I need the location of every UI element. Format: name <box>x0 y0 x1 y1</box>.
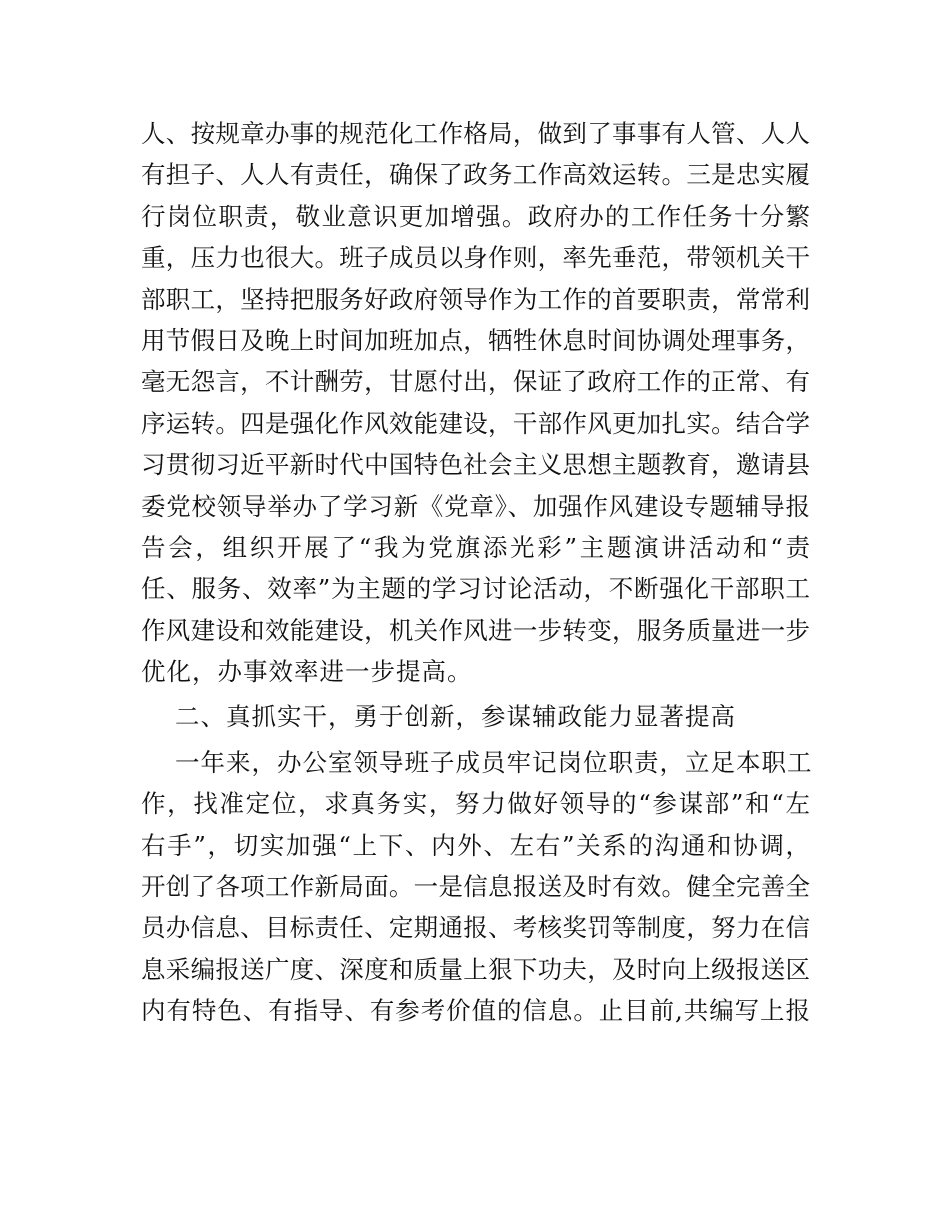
paragraph-line: 告会，组织开展了“我为党旗添光彩”主题演讲活动和“责 <box>141 532 810 562</box>
paragraph-line: 重，压力也很大。班子成员以身作则，率先垂范，带领机关干 <box>141 243 810 273</box>
paragraph-line: 作风建设和效能建设，机关作风进一步转变，服务质量进一步 <box>141 615 810 645</box>
paragraph-line: 用节假日及晚上时间加班加点，牺牲休息时间协调处理事务， <box>141 325 810 355</box>
paragraph-line: 委党校领导举办了学习新《党章》、加强作风建设专题辅导报 <box>141 491 810 521</box>
paragraph-line: 作，找准定位，求真务实，努力做好领导的“参谋部”和“左 <box>141 789 810 819</box>
paragraph-line: 内有特色、有指导、有参考价值的信息。止目前,共编写上报 <box>141 996 810 1026</box>
paragraph-line: 习贯彻习近平新时代中国特色社会主义思想主题教育，邀请县 <box>141 450 810 480</box>
paragraph-line: 右手”，切实加强“上下、内外、左右”关系的沟通和协调， <box>141 830 810 860</box>
paragraph-line: 毫无怨言，不计酬劳，甘愿付出，保证了政府工作的正常、有 <box>141 367 810 397</box>
paragraph-line: 员办信息、目标责任、定期通报、考核奖罚等制度，努力在信 <box>141 913 810 943</box>
paragraph-line: 行岗位职责，敬业意识更加增强。政府办的工作任务十分繁 <box>141 201 810 231</box>
paragraph-1 <box>141 113 821 692</box>
paragraph-line: 有担子、人人有责任，确保了政务工作高效运转。三是忠实履 <box>141 160 810 190</box>
paragraph-line: 优化，办事效率进一步提高。 <box>141 657 473 687</box>
paragraph-2 <box>141 742 821 1032</box>
paragraph-line: 一年来，办公室领导班子成员牢记岗位职责，立足本职工 <box>175 747 813 777</box>
paragraph-line: 息采编报送广度、深度和质量上狠下功夫，及时向上级报送区 <box>141 954 810 984</box>
paragraph-line: 开创了各项工作新局面。一是信息报送及时有效。健全完善全 <box>141 872 810 902</box>
document-body <box>141 113 821 1032</box>
paragraph-line: 部职工，坚持把服务好政府领导作为工作的首要职责，常常利 <box>141 284 810 314</box>
paragraph-line: 人、按规章办事的规范化工作格局，做到了事事有人管、人人 <box>141 119 810 148</box>
paragraph-line: 任、服务、效率”为主题的学习讨论活动，不断强化干部职工 <box>141 574 810 604</box>
paragraph-line: 序运转。四是强化作风效能建设，干部作风更加扎实。结合学 <box>141 408 810 438</box>
section-heading: 二、真抓实干，勇于创新，参谋辅政能力显著提高 <box>175 702 736 732</box>
